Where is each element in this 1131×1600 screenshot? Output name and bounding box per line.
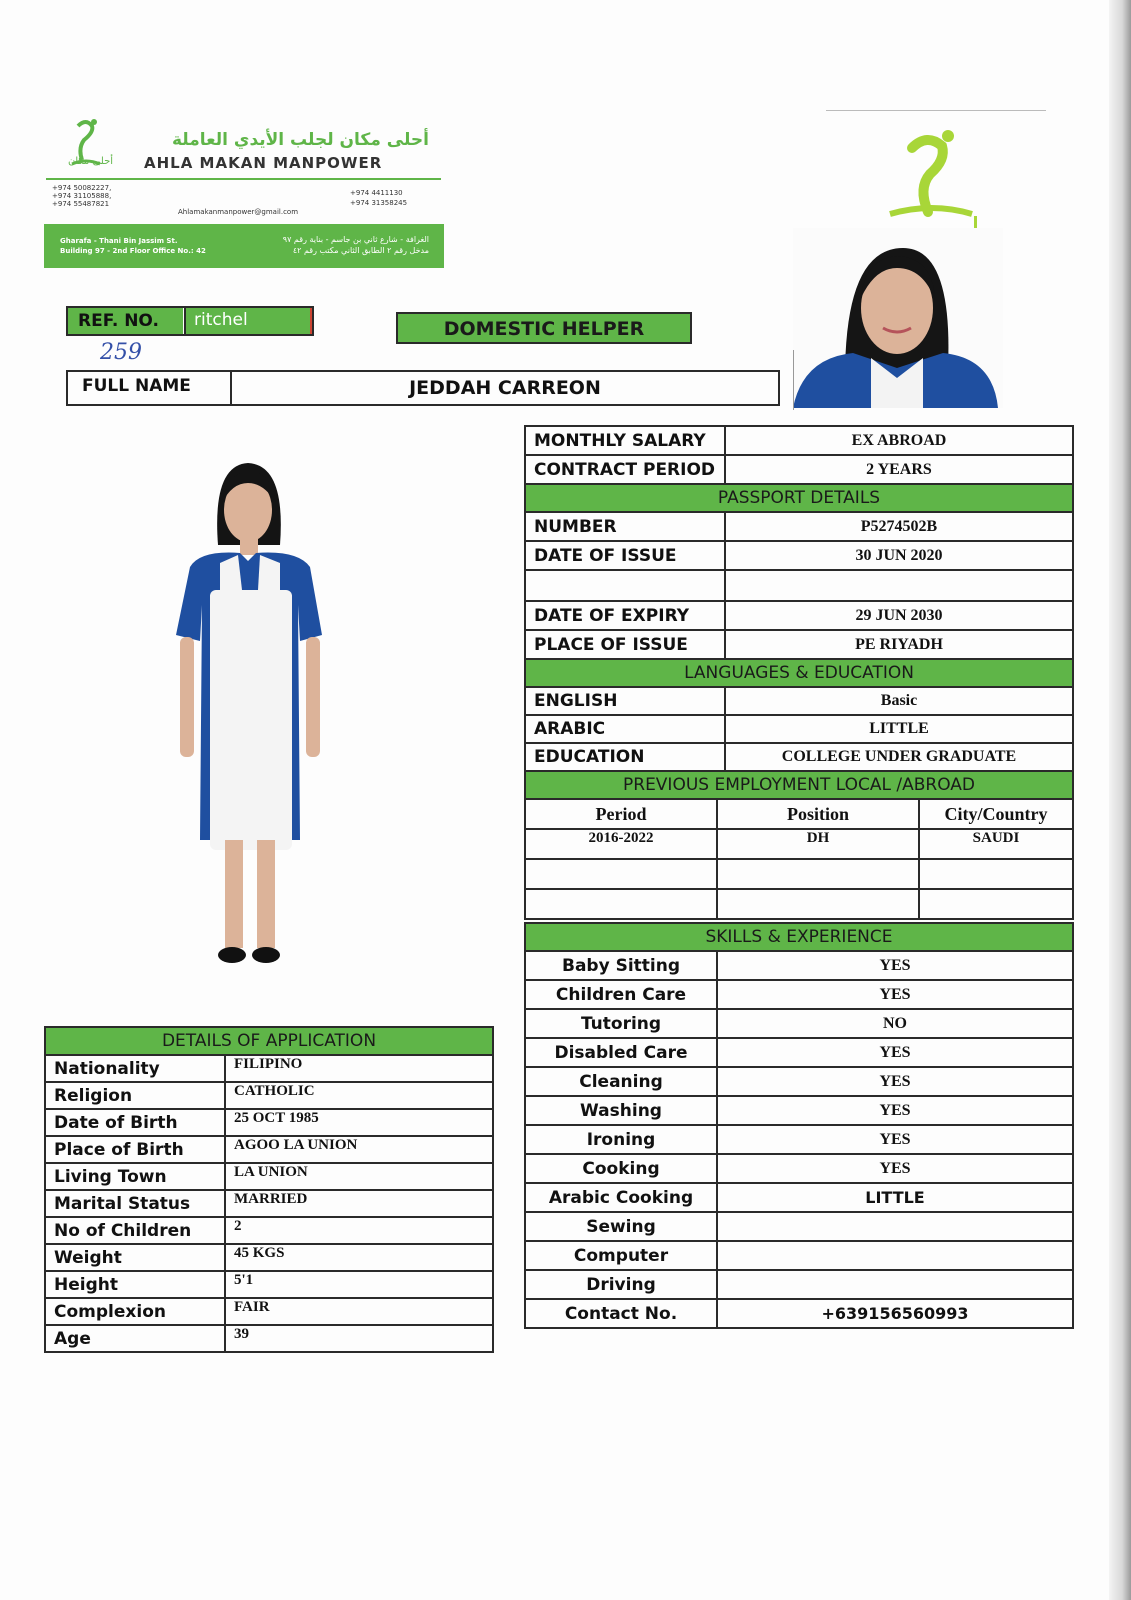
skill-value-8: LITTLE (717, 1183, 1073, 1212)
skill-value-6: YES (717, 1125, 1073, 1154)
application-label-6: No of Children (45, 1217, 225, 1244)
company-address-en: Gharafa - Thani Bin Jassim St. Building 97 - 2nd Floor Office No.: 42 (60, 237, 206, 255)
job-1-label: CONTRACT PERIOD (525, 455, 725, 484)
job-0-row (525, 426, 1073, 455)
skill-label-10: Computer (525, 1241, 717, 1270)
application-row (45, 1217, 493, 1244)
application-row (45, 1082, 493, 1109)
application-title-row (45, 1027, 493, 1055)
application-table (44, 1026, 494, 1353)
employment-header-0: Period (525, 799, 717, 829)
passport-1-label: DATE OF ISSUE (525, 541, 725, 570)
skill-row (525, 1096, 1073, 1125)
skill-label-2: Tutoring (525, 1009, 717, 1038)
application-value-8: 5'1 (225, 1271, 493, 1298)
passport-0-value: P5274502B (725, 512, 1073, 541)
application-row (45, 1271, 493, 1298)
skill-row (525, 1183, 1073, 1212)
full-name-value: JEDDAH CARREON (409, 377, 601, 399)
application-label-3: Place of Birth (45, 1136, 225, 1163)
employment-cell-0-2: SAUDI (919, 829, 1073, 859)
application-value-7: 45 KGS (225, 1244, 493, 1271)
scan-page-edge (1109, 0, 1131, 1600)
company-email: Ahlamakanmanpower@gmail.com (178, 208, 299, 216)
language-1-label: ARABIC (525, 715, 725, 743)
skill-label-11: Driving (525, 1270, 717, 1299)
application-value-9: FAIR (225, 1298, 493, 1325)
skill-label-0: Baby Sitting (525, 951, 717, 980)
skill-row (525, 1067, 1073, 1096)
employment-header-2: City/Country (919, 799, 1073, 829)
skill-row (525, 1125, 1073, 1154)
full-name-label: FULL NAME (82, 376, 191, 396)
skill-label-8: Arabic Cooking (525, 1183, 717, 1212)
job-details-table (524, 425, 1074, 772)
skill-value-1: YES (717, 980, 1073, 1009)
employment-cell-2-1 (717, 889, 919, 919)
logo-small-text: أحلى مكان (68, 156, 114, 167)
position-title: DOMESTIC HELPER (396, 312, 692, 344)
company-phones-right: +974 4411130 +974 31358245 (350, 189, 408, 207)
passport-3-row (525, 601, 1073, 630)
employment-row (525, 829, 1073, 859)
skill-label-3: Disabled Care (525, 1038, 717, 1067)
employment-cell-2-2 (919, 889, 1073, 919)
application-value-2: 25 OCT 1985 (225, 1109, 493, 1136)
passport-3-label: DATE OF EXPIRY (525, 601, 725, 630)
ref-no-value: ritchel (184, 308, 312, 334)
application-value-4: LA UNION (225, 1163, 493, 1190)
passport-3-value: 29 JUN 2030 (725, 601, 1073, 630)
skill-row (525, 1270, 1073, 1299)
employment-title-row (525, 771, 1073, 799)
languages-title-row (525, 659, 1073, 687)
application-label-8: Height (45, 1271, 225, 1298)
skill-label-12: Contact No. (525, 1299, 717, 1328)
skills-title: SKILLS & EXPERIENCE (525, 923, 1073, 951)
skill-label-4: Cleaning (525, 1067, 717, 1096)
application-row (45, 1325, 493, 1352)
application-row (45, 1163, 493, 1190)
language-2-row (525, 743, 1073, 771)
application-value-5: MARRIED (225, 1190, 493, 1217)
languages-title: LANGUAGES & EDUCATION (525, 659, 1073, 687)
full-name-box (66, 370, 780, 406)
employment-header-row (525, 799, 1073, 829)
passport-1-value: 30 JUN 2020 (725, 541, 1073, 570)
skill-row (525, 1009, 1073, 1038)
skill-value-0: YES (717, 951, 1073, 980)
skill-value-12: +639156560993 (717, 1299, 1073, 1328)
passport-4-value: PE RIYADH (725, 630, 1073, 659)
skill-value-5: YES (717, 1096, 1073, 1125)
skill-value-10 (717, 1241, 1073, 1270)
skill-label-1: Children Care (525, 980, 717, 1009)
skills-table (524, 922, 1074, 1329)
application-value-0: FILIPINO (225, 1055, 493, 1082)
skill-label-5: Washing (525, 1096, 717, 1125)
skill-row (525, 1241, 1073, 1270)
passport-0-label: NUMBER (525, 512, 725, 541)
language-1-value: LITTLE (725, 715, 1073, 743)
skill-value-2: NO (717, 1009, 1073, 1038)
job-1-value: 2 YEARS (725, 455, 1073, 484)
job-0-value: EX ABROAD (725, 426, 1073, 455)
ref-no-box (66, 306, 314, 336)
application-label-9: Complexion (45, 1298, 225, 1325)
passport-title-row (525, 484, 1073, 512)
employment-cell-1-2 (919, 859, 1073, 889)
company-phones-left: +974 50082227, +974 31105888, +974 55487821 (52, 184, 112, 208)
application-value-3: AGOO LA UNION (225, 1136, 493, 1163)
skills-title-row (525, 923, 1073, 951)
passport-4-row (525, 630, 1073, 659)
application-row (45, 1136, 493, 1163)
passport-2-label (525, 570, 725, 601)
application-value-10: 39 (225, 1325, 493, 1352)
ref-no-label: REF. NO. (68, 308, 183, 334)
applicant-headshot (793, 228, 1003, 408)
company-header (44, 108, 444, 268)
ref-handwritten-number: 259 (100, 340, 142, 365)
language-0-row (525, 687, 1073, 715)
employment-header-1: Position (717, 799, 919, 829)
application-label-5: Marital Status (45, 1190, 225, 1217)
application-value-1: CATHOLIC (225, 1082, 493, 1109)
skill-value-9 (717, 1212, 1073, 1241)
skill-row (525, 1299, 1073, 1328)
applicant-full-body-photo (160, 455, 340, 990)
application-row (45, 1298, 493, 1325)
passport-2-row (525, 570, 1073, 601)
employment-cell-1-0 (525, 859, 717, 889)
application-label-2: Date of Birth (45, 1109, 225, 1136)
skill-value-11 (717, 1270, 1073, 1299)
job-0-label: MONTHLY SALARY (525, 426, 725, 455)
skill-row (525, 1038, 1073, 1067)
application-row (45, 1055, 493, 1082)
skill-row (525, 980, 1073, 1009)
application-value-6: 2 (225, 1217, 493, 1244)
passport-0-row (525, 512, 1073, 541)
language-2-label: EDUCATION (525, 743, 725, 771)
header-divider (46, 178, 441, 180)
employment-cell-0-1: DH (717, 829, 919, 859)
employment-cell-0-0: 2016-2022 (525, 829, 717, 859)
skill-label-7: Cooking (525, 1154, 717, 1183)
application-label-4: Living Town (45, 1163, 225, 1190)
language-0-label: ENGLISH (525, 687, 725, 715)
application-row (45, 1109, 493, 1136)
photo-line (793, 350, 794, 410)
job-1-row (525, 455, 1073, 484)
application-row (45, 1244, 493, 1271)
skill-row (525, 1154, 1073, 1183)
employment-row (525, 859, 1073, 889)
passport-title: PASSPORT DETAILS (525, 484, 1073, 512)
skill-label-9: Sewing (525, 1212, 717, 1241)
skill-row (525, 1212, 1073, 1241)
employment-cell-2-0 (525, 889, 717, 919)
language-1-row (525, 715, 1073, 743)
application-label-0: Nationality (45, 1055, 225, 1082)
passport-2-value (725, 570, 1073, 601)
application-title: DETAILS OF APPLICATION (45, 1027, 493, 1055)
application-row (45, 1190, 493, 1217)
company-name: AHLA MAKAN MANPOWER (144, 154, 383, 172)
skill-value-7: YES (717, 1154, 1073, 1183)
company-arabic-name: أحلى مكان لجلب الأيدي العاملة (171, 130, 429, 150)
passport-4-label: PLACE OF ISSUE (525, 630, 725, 659)
application-label-10: Age (45, 1325, 225, 1352)
company-address-bar (44, 224, 444, 268)
skill-row (525, 951, 1073, 980)
skill-value-3: YES (717, 1038, 1073, 1067)
top-right-line (826, 110, 1046, 111)
company-address-ar: الغرافة - شارع ثاني بن جاسم - بناية رقم ٩٧ مدخل رقم ٢ الطابق الثاني مكتب رقم ٤٢ (282, 235, 429, 255)
language-0-value: Basic (725, 687, 1073, 715)
skill-label-6: Ironing (525, 1125, 717, 1154)
employment-row (525, 889, 1073, 919)
language-2-value: COLLEGE UNDER GRADUATE (725, 743, 1073, 771)
passport-1-row (525, 541, 1073, 570)
employment-title: PREVIOUS EMPLOYMENT LOCAL /ABROAD (525, 771, 1073, 799)
application-label-7: Weight (45, 1244, 225, 1271)
employment-table (524, 770, 1074, 920)
skill-value-4: YES (717, 1067, 1073, 1096)
employment-cell-1-1 (717, 859, 919, 889)
application-label-1: Religion (45, 1082, 225, 1109)
